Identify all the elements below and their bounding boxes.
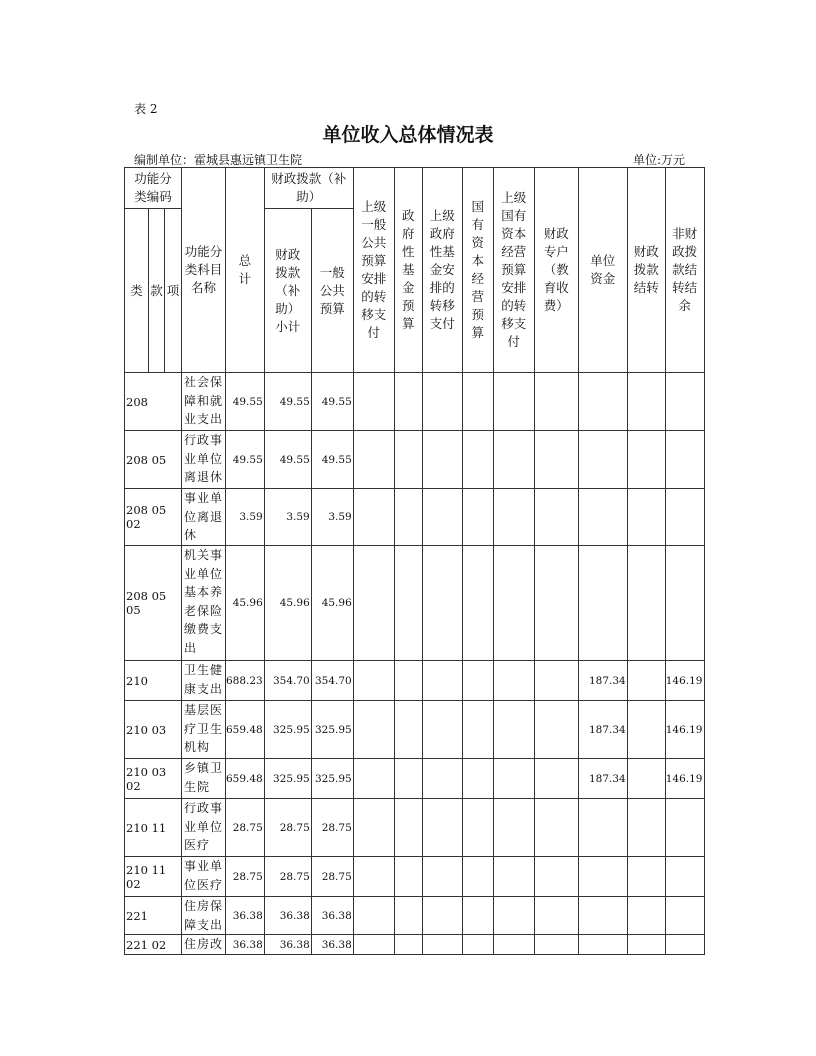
- table-row: [125, 701, 752, 759]
- row-general-budget: 36.38: [311, 935, 353, 955]
- header-general-budget: 一般公共预算: [311, 209, 353, 373]
- row-upper-general-transfer: [353, 857, 394, 897]
- header-gov-fund-budget: 政府性基金预算: [394, 168, 422, 373]
- row-upper-gov-fund-transfer: [422, 759, 462, 799]
- row-upper-state-capital-transfer: [493, 546, 534, 661]
- row-upper-gov-fund-transfer: [422, 897, 462, 935]
- header-lei: 类: [125, 209, 149, 373]
- table-row: [125, 897, 752, 935]
- row-fiscal-subtotal: 49.55: [264, 373, 311, 431]
- row-general-budget: 325.95: [311, 701, 353, 759]
- row-upper-state-capital-transfer: [493, 489, 534, 546]
- row-fiscal-special-account: [534, 701, 578, 759]
- row-fiscal-carryover: [627, 546, 665, 661]
- row-upper-general-transfer: [353, 759, 394, 799]
- header-func-name: 功能分类科目名称: [182, 168, 226, 373]
- row-nonfiscal-carryover: [665, 546, 704, 661]
- unit-label: 单位:万元: [632, 153, 685, 167]
- row-gov-fund-budget: [394, 857, 422, 897]
- row-code: 210 03 02: [125, 759, 182, 799]
- row-state-capital-budget: [462, 897, 493, 935]
- header-nonfiscal-carryover: 非财政拨款结转结余: [665, 168, 704, 373]
- row-total: 45.96: [226, 546, 265, 661]
- row-fiscal-subtotal: 45.96: [264, 546, 311, 661]
- row-upper-state-capital-transfer: [493, 759, 534, 799]
- row-upper-general-transfer: [353, 935, 394, 955]
- row-fiscal-subtotal: 28.75: [264, 799, 311, 857]
- row-general-budget: 45.96: [311, 546, 353, 661]
- row-unit-funds: [578, 546, 627, 661]
- row-fiscal-carryover: [627, 935, 665, 955]
- row-code: 208 05 02: [125, 489, 182, 546]
- row-total: 28.75: [226, 857, 265, 897]
- row-total: 659.48: [226, 701, 265, 759]
- row-state-capital-budget: [462, 489, 493, 546]
- row-upper-gov-fund-transfer: [422, 546, 462, 661]
- row-code: 221: [125, 897, 182, 935]
- row-fiscal-subtotal: 354.70: [264, 661, 311, 701]
- table-row: [125, 373, 752, 431]
- row-nonfiscal-carryover: [665, 431, 704, 489]
- row-general-budget: 49.55: [311, 431, 353, 489]
- table-row: [125, 935, 752, 955]
- row-gov-fund-budget: [394, 661, 422, 701]
- table-row: [125, 431, 752, 489]
- row-nonfiscal-carryover: [665, 489, 704, 546]
- row-gov-fund-budget: [394, 431, 422, 489]
- header-unit-funds: 单位资金: [578, 168, 627, 373]
- row-unit-funds: [578, 799, 627, 857]
- row-gov-fund-budget: [394, 489, 422, 546]
- row-fiscal-special-account: [534, 897, 578, 935]
- row-total: 688.23: [226, 661, 265, 701]
- row-state-capital-budget: [462, 759, 493, 799]
- row-gov-fund-budget: [394, 546, 422, 661]
- row-upper-gov-fund-transfer: [422, 661, 462, 701]
- header-fiscal-special-account: 财政专户（教育收费）: [534, 168, 578, 373]
- row-upper-gov-fund-transfer: [422, 489, 462, 546]
- row-unit-funds: [578, 489, 627, 546]
- row-upper-state-capital-transfer: [493, 897, 534, 935]
- row-code: 210: [125, 661, 182, 701]
- table-row: [125, 546, 752, 661]
- row-nonfiscal-carryover: [665, 857, 704, 897]
- row-upper-state-capital-transfer: [493, 799, 534, 857]
- header-fiscal-group: 财政拨款（补助）: [264, 168, 353, 209]
- table-number: 表 2: [134, 102, 158, 116]
- org-label: 编制单位：霍城县惠远镇卫生院: [134, 153, 303, 167]
- header-upper-gov-fund-transfer: 上级政府性基金安排的转移支付: [422, 168, 462, 373]
- header-fiscal-subtotal: 财政拨款（补助）小计: [264, 209, 311, 373]
- row-fiscal-special-account: [534, 661, 578, 701]
- row-state-capital-budget: [462, 935, 493, 955]
- row-unit-funds: [578, 373, 627, 431]
- row-fiscal-subtotal: 325.95: [264, 759, 311, 799]
- row-state-capital-budget: [462, 431, 493, 489]
- row-general-budget: 36.38: [311, 897, 353, 935]
- row-fiscal-carryover: [627, 661, 665, 701]
- row-name: 事业单位离退休: [182, 489, 226, 546]
- row-gov-fund-budget: [394, 799, 422, 857]
- row-fiscal-special-account: [534, 431, 578, 489]
- row-state-capital-budget: [462, 857, 493, 897]
- row-general-budget: 325.95: [311, 759, 353, 799]
- row-fiscal-carryover: [627, 759, 665, 799]
- row-upper-gov-fund-transfer: [422, 799, 462, 857]
- header-state-capital-budget: 国有资本经营预算: [462, 168, 493, 373]
- row-upper-general-transfer: [353, 431, 394, 489]
- row-unit-funds: [578, 857, 627, 897]
- row-upper-general-transfer: [353, 897, 394, 935]
- row-fiscal-carryover: [627, 857, 665, 897]
- row-gov-fund-budget: [394, 759, 422, 799]
- table-row: [125, 799, 752, 857]
- row-total: 36.38: [226, 897, 265, 935]
- row-nonfiscal-carryover: 146.19: [665, 661, 704, 701]
- row-general-budget: 3.59: [311, 489, 353, 546]
- header-total: 总计: [226, 168, 265, 373]
- row-unit-funds: 187.34: [578, 759, 627, 799]
- row-nonfiscal-carryover: [665, 935, 704, 955]
- row-fiscal-special-account: [534, 546, 578, 661]
- row-nonfiscal-carryover: 146.19: [665, 759, 704, 799]
- row-unit-funds: [578, 431, 627, 489]
- header-func-code: 功能分类编码: [125, 168, 182, 209]
- row-fiscal-carryover: [627, 373, 665, 431]
- row-fiscal-subtotal: 28.75: [264, 857, 311, 897]
- row-upper-general-transfer: [353, 373, 394, 431]
- row-upper-state-capital-transfer: [493, 857, 534, 897]
- row-gov-fund-budget: [394, 935, 422, 955]
- row-state-capital-budget: [462, 546, 493, 661]
- row-code: 210 11 02: [125, 857, 182, 897]
- table-row: [125, 661, 752, 701]
- row-nonfiscal-carryover: [665, 897, 704, 935]
- row-upper-state-capital-transfer: [493, 935, 534, 955]
- row-upper-gov-fund-transfer: [422, 373, 462, 431]
- row-upper-general-transfer: [353, 661, 394, 701]
- row-fiscal-carryover: [627, 431, 665, 489]
- row-upper-general-transfer: [353, 546, 394, 661]
- row-fiscal-special-account: [534, 857, 578, 897]
- row-upper-state-capital-transfer: [493, 661, 534, 701]
- row-code: 210 11: [125, 799, 182, 857]
- row-fiscal-carryover: [627, 489, 665, 546]
- row-fiscal-special-account: [534, 373, 578, 431]
- row-nonfiscal-carryover: 146.19: [665, 701, 704, 759]
- page-title: 单位收入总体情况表: [322, 124, 494, 146]
- row-general-budget: 354.70: [311, 661, 353, 701]
- row-state-capital-budget: [462, 799, 493, 857]
- row-name: 基层医疗卫生机构: [182, 701, 226, 759]
- row-upper-gov-fund-transfer: [422, 857, 462, 897]
- row-name: 事业单位医疗: [182, 857, 226, 897]
- row-total: 49.55: [226, 373, 265, 431]
- row-name: 行政事业单位离退休: [182, 431, 226, 489]
- row-code: 208 05: [125, 431, 182, 489]
- header-fiscal-carryover: 财政拨款结转: [627, 168, 665, 373]
- row-fiscal-special-account: [534, 489, 578, 546]
- row-name: 机关事业单位基本养老保险缴费支出: [182, 546, 226, 661]
- row-fiscal-subtotal: 36.38: [264, 897, 311, 935]
- row-gov-fund-budget: [394, 701, 422, 759]
- row-gov-fund-budget: [394, 897, 422, 935]
- row-fiscal-subtotal: 36.38: [264, 935, 311, 955]
- row-nonfiscal-carryover: [665, 799, 704, 857]
- row-upper-gov-fund-transfer: [422, 935, 462, 955]
- row-state-capital-budget: [462, 661, 493, 701]
- row-fiscal-carryover: [627, 897, 665, 935]
- row-upper-state-capital-transfer: [493, 373, 534, 431]
- row-total: 28.75: [226, 799, 265, 857]
- row-state-capital-budget: [462, 373, 493, 431]
- row-upper-general-transfer: [353, 799, 394, 857]
- row-fiscal-subtotal: 325.95: [264, 701, 311, 759]
- row-upper-state-capital-transfer: [493, 701, 534, 759]
- table-row: [125, 759, 752, 799]
- table-row: [125, 489, 752, 546]
- row-fiscal-special-account: [534, 935, 578, 955]
- row-gov-fund-budget: [394, 373, 422, 431]
- row-fiscal-special-account: [534, 799, 578, 857]
- row-name: 住房改: [182, 935, 226, 955]
- row-upper-gov-fund-transfer: [422, 431, 462, 489]
- row-name: 卫生健康支出: [182, 661, 226, 701]
- row-code: 208 05 05: [125, 546, 182, 661]
- row-general-budget: 28.75: [311, 799, 353, 857]
- row-upper-gov-fund-transfer: [422, 701, 462, 759]
- row-state-capital-budget: [462, 701, 493, 759]
- header-kuan: 款: [149, 209, 165, 373]
- row-name: 乡镇卫生院: [182, 759, 226, 799]
- header-upper-state-capital-transfer: 上级国有资本经营预算安排的转移支付: [493, 168, 534, 373]
- row-fiscal-carryover: [627, 701, 665, 759]
- row-general-budget: 28.75: [311, 857, 353, 897]
- row-name: 住房保障支出: [182, 897, 226, 935]
- row-name: 社会保障和就业支出: [182, 373, 226, 431]
- row-code: 208: [125, 373, 182, 431]
- row-general-budget: 49.55: [311, 373, 353, 431]
- row-total: 36.38: [226, 935, 265, 955]
- row-fiscal-special-account: [534, 759, 578, 799]
- row-upper-state-capital-transfer: [493, 431, 534, 489]
- header-upper-general-transfer: 上级一般公共预算安排的转移支付: [353, 168, 394, 373]
- header-xiang: 项: [165, 209, 182, 373]
- row-unit-funds: 187.34: [578, 701, 627, 759]
- row-unit-funds: [578, 935, 627, 955]
- row-fiscal-carryover: [627, 799, 665, 857]
- row-upper-general-transfer: [353, 701, 394, 759]
- row-unit-funds: 187.34: [578, 661, 627, 701]
- income-table: [124, 167, 752, 955]
- row-total: 3.59: [226, 489, 265, 546]
- row-fiscal-subtotal: 3.59: [264, 489, 311, 546]
- row-name: 行政事业单位医疗: [182, 799, 226, 857]
- row-nonfiscal-carryover: [665, 373, 704, 431]
- row-unit-funds: [578, 897, 627, 935]
- row-total: 49.55: [226, 431, 265, 489]
- table-row: [125, 857, 752, 897]
- row-fiscal-subtotal: 49.55: [264, 431, 311, 489]
- row-upper-general-transfer: [353, 489, 394, 546]
- row-code: 221 02: [125, 935, 182, 955]
- row-code: 210 03: [125, 701, 182, 759]
- row-total: 659.48: [226, 759, 265, 799]
